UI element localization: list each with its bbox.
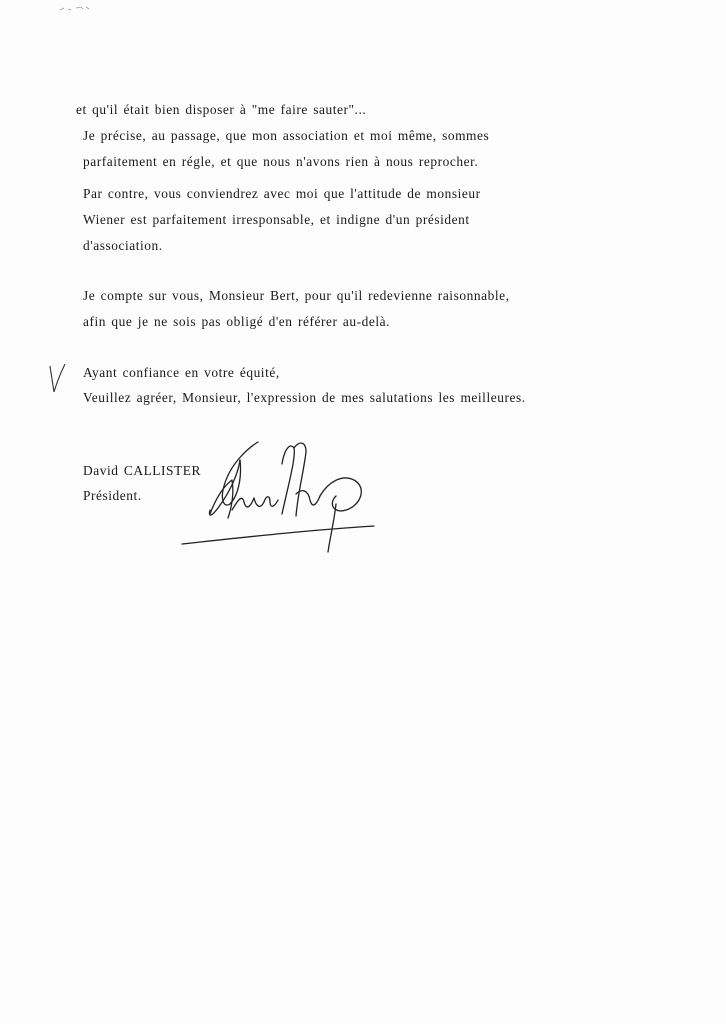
handwritten-signature <box>178 434 378 554</box>
letter-line: Je compte sur vous, Monsieur Bert, pour qu'il redevienne raisonnable, <box>83 288 510 303</box>
letter-line: parfaitement en régle, et que nous n'avons rien à nous reprocher. <box>83 154 479 169</box>
signatory-title: Président. <box>83 488 142 503</box>
letter-line: Ayant confiance en votre équité, <box>83 365 280 380</box>
letter-line: Veuillez agréer, Monsieur, l'expression de mes salutations les meilleures. <box>83 390 526 405</box>
margin-check-mark <box>46 362 68 396</box>
letter-line: Je précise, au passage, que mon association et moi même, sommes <box>83 128 490 143</box>
letter-line: afin que je ne sois pas obligé d'en référer au-delà. <box>83 314 391 329</box>
signatory-name: David CALLISTER <box>83 463 201 478</box>
letter-line: et qu'il était bien disposer à "me faire sauter"... <box>76 102 367 117</box>
letter-line: d'association. <box>83 238 163 253</box>
letter-line: Par contre, vous conviendrez avec moi que l'attitude de monsieur <box>83 186 481 201</box>
corner-scribble-mark <box>56 2 96 16</box>
letter-line: Wiener est parfaitement irresponsable, et indigne d'un président <box>83 212 470 227</box>
